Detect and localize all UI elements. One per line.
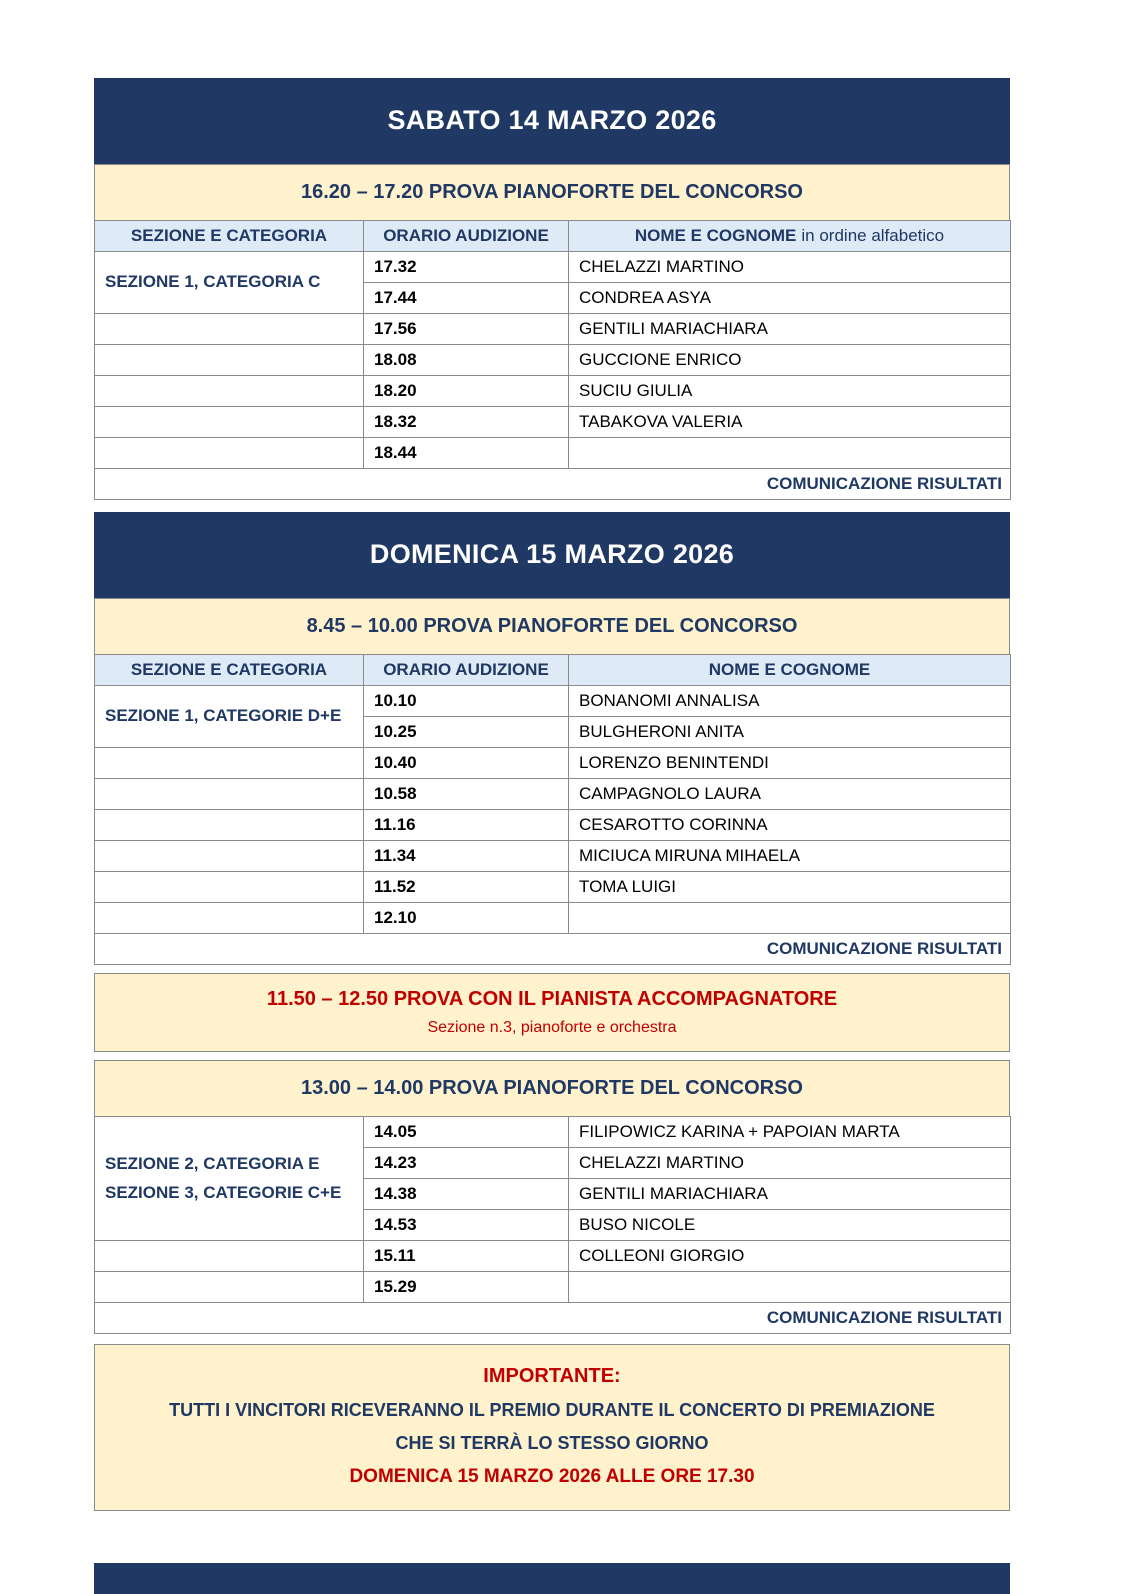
section-sunday [94,512,1010,1511]
table-row [95,748,1011,779]
category-cell-empty [95,438,364,469]
session-title-saturday: 16.20 – 17.20 PROVA PIANOFORTE DEL CONCORSO [94,164,1010,221]
audition-time: 18.32 [364,407,569,438]
category-cell [95,1117,364,1241]
notice-line-1: TUTTI I VINCITORI RICEVERANNO IL PREMIO DURANTE IL CONCERTO DI PREMIAZIONE [169,1400,935,1420]
saturday-schedule-table [94,220,1011,500]
category-cell-empty [95,779,364,810]
category-cell-empty [95,1272,364,1303]
category-cell-empty [95,872,364,903]
table-row [95,686,1011,717]
notice-title: IMPORTANTE: [483,1365,621,1387]
table-row [95,345,1011,376]
next-section-header-partial [94,1563,1010,1594]
audition-time: 10.10 [364,686,569,717]
category-cell: SEZIONE 1, CATEGORIE D+E [95,686,364,748]
col-header-time: ORARIO AUDIZIONE [364,221,569,252]
participant-name: BONANOMI ANNALISA [569,686,1011,717]
table-header-row [95,221,1011,252]
participant-name: TABAKOVA VALERIA [569,407,1011,438]
category-line-1: SEZIONE 2, CATEGORIA E [105,1153,320,1173]
category-cell-empty [95,841,364,872]
participant-name [569,438,1011,469]
category-cell-empty [95,345,364,376]
participant-name: GENTILI MARIACHIARA [569,1179,1011,1210]
results-label: COMUNICAZIONE RISULTATI [95,1303,1011,1334]
audition-time: 12.10 [364,903,569,934]
accompanist-session-subtitle: Sezione n.3, pianoforte e orchestra [427,1019,677,1036]
col-header-name-label: NOME E COGNOME [634,226,797,245]
category-cell-empty [95,748,364,779]
table-row [95,1272,1011,1303]
audition-time: 15.11 [364,1241,569,1272]
audition-time: 10.58 [364,779,569,810]
table-row [95,810,1011,841]
participant-name: BUSO NICOLE [569,1210,1011,1241]
col-header-name [569,221,1011,252]
audition-time: 11.34 [364,841,569,872]
day-header-sunday: DOMENICA 15 MARZO 2026 [94,512,1010,598]
audition-time: 18.44 [364,438,569,469]
participant-name: CAMPAGNOLO LAURA [569,779,1011,810]
audition-time: 14.05 [364,1117,569,1148]
accompanist-session-title: 11.50 – 12.50 PROVA CON IL PIANISTA ACCOMPAGNATORE [266,988,838,1010]
participant-name: TOMA LUIGI [569,872,1011,903]
results-row [95,934,1011,965]
results-row [95,469,1011,500]
category-cell-empty [95,407,364,438]
category-cell-empty [95,1241,364,1272]
audition-time: 14.38 [364,1179,569,1210]
category-cell: SEZIONE 1, CATEGORIA C [95,252,364,314]
table-row [95,314,1011,345]
participant-name: MICIUCA MIRUNA MIHAELA [569,841,1011,872]
participant-name: COLLEONI GIORGIO [569,1241,1011,1272]
table-row [95,1241,1011,1272]
results-label: COMUNICAZIONE RISULTATI [95,469,1011,500]
col-header-category: SEZIONE E CATEGORIA [95,221,364,252]
col-header-name-note: in ordine alfabetico [801,226,945,245]
session-title-sunday-afternoon: 13.00 – 14.00 PROVA PIANOFORTE DEL CONCORSO [94,1060,1010,1117]
audition-time: 18.08 [364,345,569,376]
notice-line-2: CHE SI TERRÀ LO STESSO GIORNO [395,1433,709,1453]
sunday-morning-schedule-table [94,654,1011,965]
participant-name: GUCCIONE ENRICO [569,345,1011,376]
participant-name: FILIPOWICZ KARINA + PAPOIAN MARTA [569,1117,1011,1148]
participant-name [569,903,1011,934]
table-row [95,438,1011,469]
audition-time: 11.16 [364,810,569,841]
schedule-document [94,78,1010,1594]
results-label: COMUNICAZIONE RISULTATI [95,934,1011,965]
table-row [95,252,1011,283]
participant-name: GENTILI MARIACHIARA [569,314,1011,345]
day-header-saturday: SABATO 14 MARZO 2026 [94,78,1010,164]
participant-name: LORENZO BENINTENDI [569,748,1011,779]
session-title-sunday-morning: 8.45 – 10.00 PROVA PIANOFORTE DEL CONCORSO [94,598,1010,655]
category-line-2: SEZIONE 3, CATEGORIE C+E [105,1182,342,1202]
section-saturday [94,78,1010,500]
audition-time: 11.52 [364,872,569,903]
audition-time: 10.25 [364,717,569,748]
accompanist-session-block [94,973,1010,1052]
audition-time: 17.32 [364,252,569,283]
participant-name: CHELAZZI MARTINO [569,252,1011,283]
audition-time: 14.23 [364,1148,569,1179]
category-cell-empty [95,376,364,407]
results-row [95,1303,1011,1334]
table-row [95,779,1011,810]
col-header-time: ORARIO AUDIZIONE [364,655,569,686]
table-row [95,841,1011,872]
table-row [95,1117,1011,1148]
audition-time: 10.40 [364,748,569,779]
important-notice-block [94,1344,1010,1511]
participant-name: CESAROTTO CORINNA [569,810,1011,841]
table-row [95,872,1011,903]
table-row [95,903,1011,934]
col-header-name: NOME E COGNOME [569,655,1011,686]
participant-name: SUCIU GIULIA [569,376,1011,407]
sunday-afternoon-schedule-table [94,1116,1011,1334]
participant-name: BULGHERONI ANITA [569,717,1011,748]
audition-time: 18.20 [364,376,569,407]
audition-time: 15.29 [364,1272,569,1303]
audition-time: 17.56 [364,314,569,345]
participant-name: CONDREA ASYA [569,283,1011,314]
table-row [95,407,1011,438]
table-header-row [95,655,1011,686]
audition-time: 14.53 [364,1210,569,1241]
category-cell-empty [95,314,364,345]
table-row [95,376,1011,407]
notice-line-3: DOMENICA 15 MARZO 2026 ALLE ORE 17.30 [349,1466,755,1487]
category-cell-empty [95,810,364,841]
category-cell-empty [95,903,364,934]
participant-name [569,1272,1011,1303]
audition-time: 17.44 [364,283,569,314]
participant-name: CHELAZZI MARTINO [569,1148,1011,1179]
col-header-category: SEZIONE E CATEGORIA [95,655,364,686]
